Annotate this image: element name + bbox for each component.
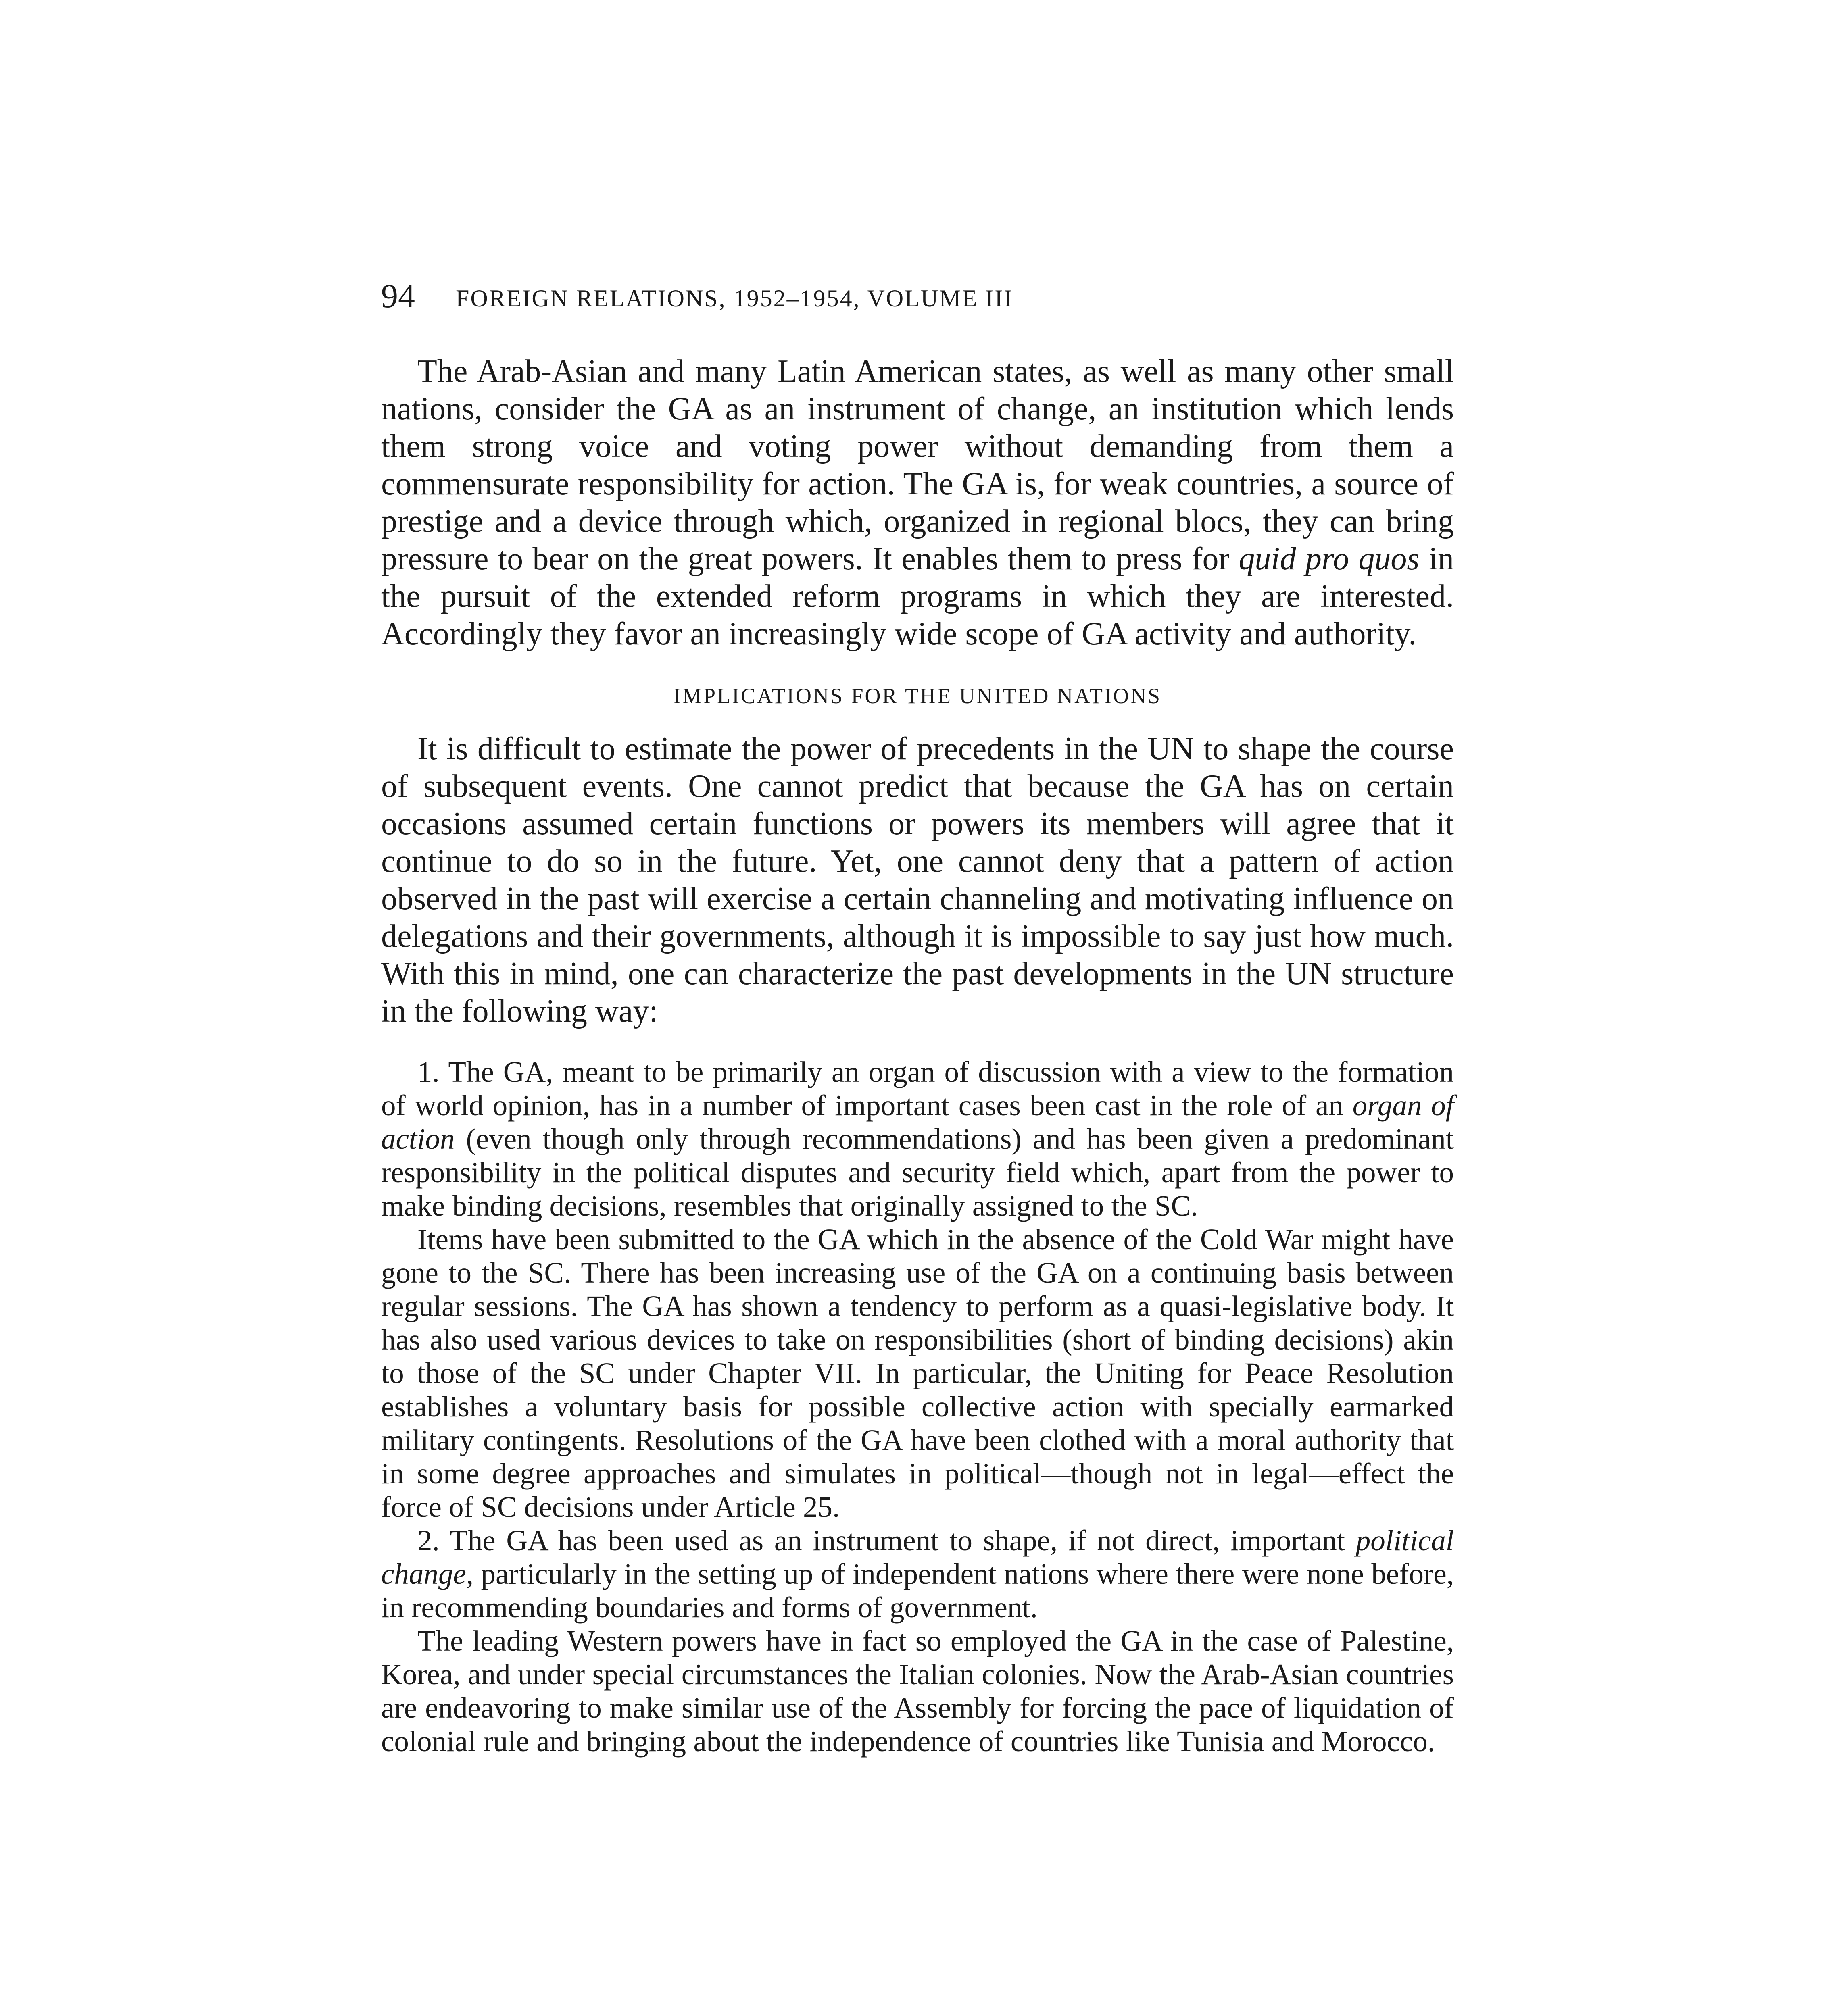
section-heading: IMPLICATIONS FOR THE UNITED NATIONS [673,684,1161,708]
point-2 [381,1524,1454,1624]
point-text: 2. The GA has been used as an instrument to shape, if not direct, important [417,1524,1345,1557]
page-number: 94 [381,277,415,315]
italic-phrase: quid pro quos [1239,541,1420,577]
point-text: (even though only through recommendations) and has been given a predominant responsibility in the political disputes and security field which, apart from the power to make binding decisions, resembles that originally assigned to the SC. [381,1123,1454,1222]
paragraph-text: The Arab-Asian and many Latin American states, as well as many other small nations, consider the GA as an instrument of change, an institution which lends them strong voice and voting power without demanding from them a commensurate responsibility for action. The GA is, for weak countries, a source of prestige and a device through which, organized in regional blocs, they can bring pressure to bear on the great powers. It enables them to press for [381,354,1454,577]
point-2-detail: The leading Western powers have in fact so employed the GA in the case of Palestine, Korea, and under special circumstances the Italian colonies. Now the Arab-Asian countries are endeavoring to make similar use of the Assembly for forcing the pace of liquidation of colonial rule and bringing about the independence of countries like Tunisia and Morocco. [381,1624,1454,1758]
point-1 [381,1055,1454,1223]
running-title: FOREIGN RELATIONS, 1952–1954, VOLUME III [456,285,1013,312]
paragraph-text: in the pursuit of the extended reform programs in which they are interested. Accordingly they favor an increasingly wide scope of GA activity and authority. [381,541,1454,652]
paragraph-implications: It is difficult to estimate the power of precedents in the UN to shape the course of subsequent events. One cannot predict that because the GA has on certain occasions assumed certain functions or powers its members will agree that it continue to do so in the future. Yet, one cannot deny that a pattern of action observed in the past will exercise a certain channeling and motivating influence on delegations and their governments, although it is impossible to say just how much. With this in mind, one can characterize the past developments in the UN structure in the following way: [381,731,1454,1029]
point-text: particularly in the setting up of independent nations where there were none before, in recommending boundaries and forms of government. [381,1558,1454,1624]
numbered-points [381,1055,1454,1758]
running-header [381,274,1454,319]
italic-phrase: organ of action [381,1089,1454,1155]
paragraph-arab-asian-states [381,353,1454,653]
point-text: 1. The GA, meant to be primarily an organ of discussion with a view to the formation of world opinion, has in a number of important cases been cast in the role of an [381,1056,1454,1122]
page-content [381,274,1454,1758]
italic-phrase: political change, [381,1524,1454,1590]
point-1-detail: Items have been submitted to the GA which in the absence of the Cold War might have gone to the SC. There has been increasing use of the GA on a continuing basis between regular sessions. The GA has shown a tendency to perform as a quasi-legislative body. It has also used various devices to take on responsibilities (short of binding decisions) akin to those of the SC under Chapter VII. In particular, the Uniting for Peace Resolution establishes a voluntary basis for possible collective action with specially earmarked military contingents. Resolutions of the GA have been clothed with a moral authority that in some degree approaches and simulates in political—though not in legal—effect the force of SC decisions under Article 25. [381,1223,1454,1523]
